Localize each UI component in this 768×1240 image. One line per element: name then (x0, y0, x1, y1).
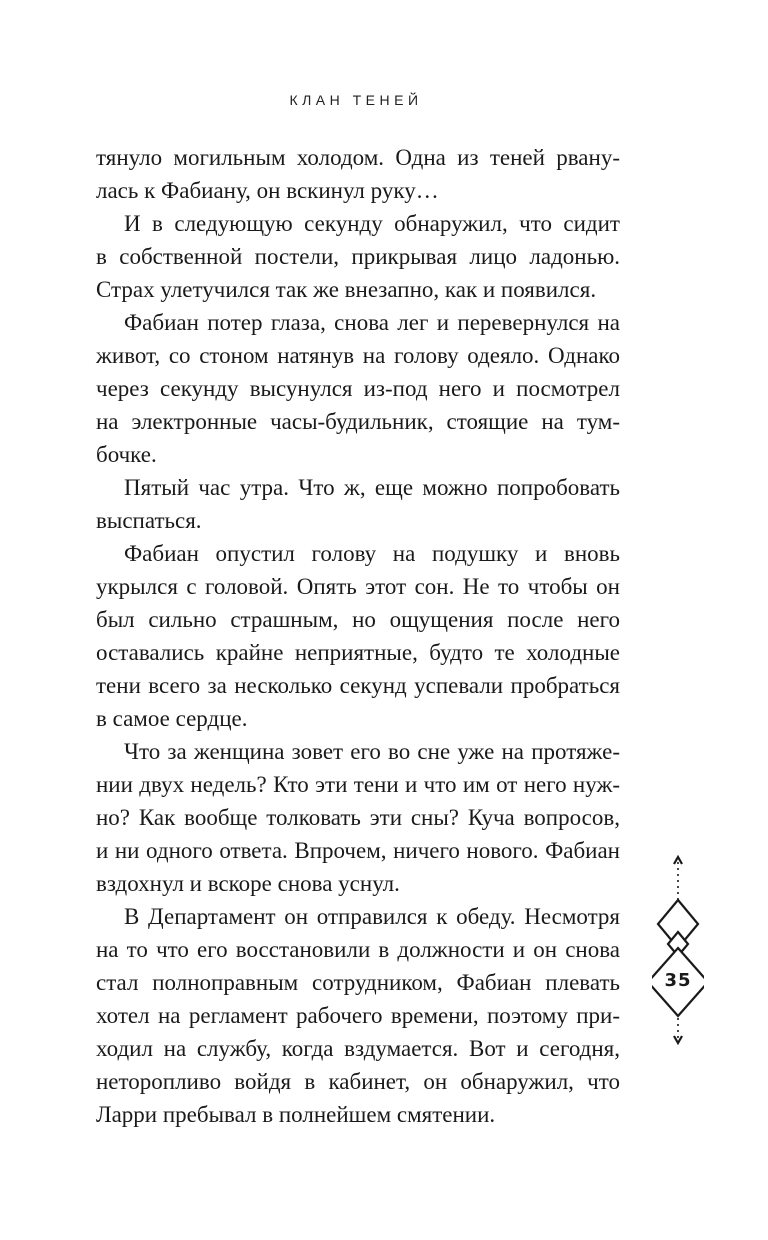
text-line: лась к Фабиану, он вскинул руку… (96, 178, 439, 203)
text-line: через секунду высунулся из-под него и посмотрел (96, 376, 620, 401)
text-line: нии двух недель? Кто эти тени и что им от него нуж- (96, 772, 620, 797)
text-line: И в следующую секунду обнаружил, что сидит (124, 211, 620, 236)
text-line: в собственной постели, прикрывая лицо ладонью. (96, 244, 620, 269)
text-line: В Департамент он отправился к обеду. Несмотря (124, 904, 620, 929)
text-line: и ни одного ответа. Впрочем, ничего нового. Фабиан (96, 838, 620, 863)
text-line: выспаться. (96, 508, 202, 533)
text-line: хотел на регламент рабочего времени, поэтому при- (96, 1003, 620, 1028)
text-line: на электронные часы-будильник, стоящие на тум- (96, 409, 620, 434)
text-line: был сильно страшным, но ощущения после него (96, 607, 620, 632)
text-line: Ларри пребывал в полнейшем смятении. (96, 1102, 496, 1127)
text-line: бочке. (96, 442, 157, 467)
text-line: Что за женщина зовет его во сне уже на протяже- (124, 739, 620, 764)
text-line: неторопливо войдя в кабинет, он обнаружил, что (96, 1069, 620, 1094)
text-line: Пятый час утра. Что ж, еще можно попробовать (124, 475, 620, 500)
text-line: стал полноправным сотрудником, Фабиан плевать (96, 970, 620, 995)
text-line: тянуло могильным холодом. Одна из теней рвану- (96, 145, 620, 170)
text-line: вздохнул и вскоре снова уснул. (96, 871, 400, 896)
text-line: оставались крайне неприятные, будто те холодные (96, 640, 620, 665)
text-line: живот, со стоном натянув на голову одеяло. Однако (96, 343, 620, 368)
text-line: ходил на службу, когда вздумается. Вот и сегодня, (96, 1036, 620, 1061)
text-line: Фабиан опустил голову на подушку и вновь (124, 541, 620, 566)
text-line: тени всего за несколько секунд успевали пробраться (96, 673, 620, 698)
text-line: но? Как вообще толковать эти сны? Куча вопросов, (96, 805, 620, 830)
text-line: укрылся с головой. Опять этот сон. Не то чтобы он (96, 574, 620, 599)
page-number: 35 (664, 970, 692, 991)
running-title: КЛАН ТЕНЕЙ (289, 92, 423, 108)
diamond-ornament-icon (652, 852, 704, 1048)
text-line: в самое сердце. (96, 706, 248, 731)
text-line: на то что его восстановили в должности и он снова (96, 937, 620, 962)
text-line: Страх улетучился так же внезапно, как и появился. (96, 277, 597, 302)
page-body-text (96, 141, 620, 1131)
text-line: Фабиан потер глаза, снова лег и перевернулся на (124, 310, 620, 335)
folio-ornament (652, 852, 704, 1048)
